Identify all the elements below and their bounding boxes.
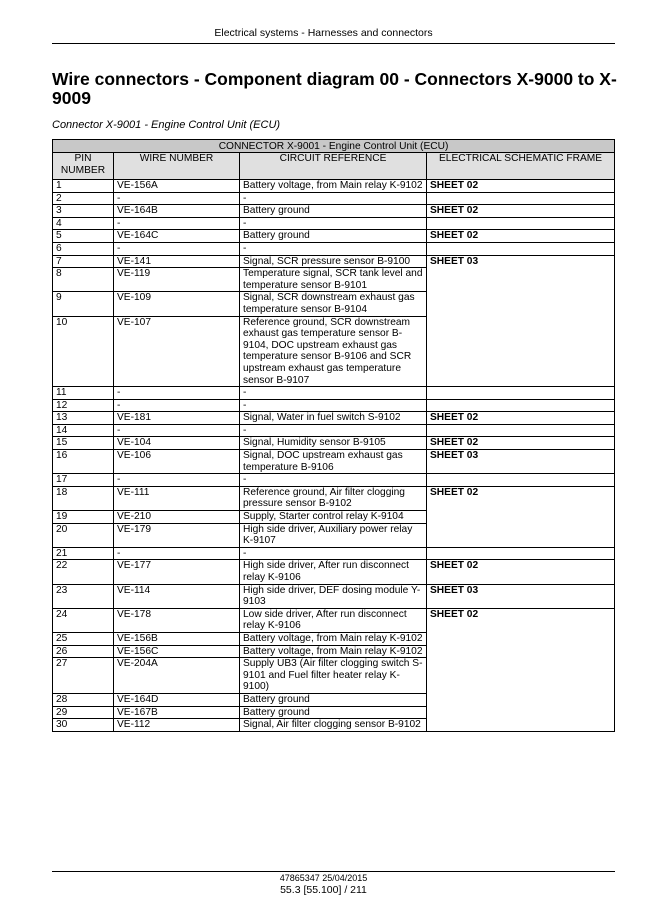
circuit-cell: - [240, 387, 427, 400]
wire-cell: VE-181 [114, 412, 240, 425]
footer-page-number: 55.3 [55.100] / 211 [280, 884, 367, 896]
pin-cell: 9 [53, 292, 114, 316]
sheet-cell [427, 399, 615, 412]
pin-cell: 12 [53, 399, 114, 412]
pin-cell: 17 [53, 474, 114, 487]
pin-cell: 18 [53, 486, 114, 510]
circuit-cell: High side driver, After run disconnect relay K-9106 [240, 560, 427, 584]
table-row [53, 255, 615, 268]
circuit-cell: Reference ground, Air filter clogging pressure sensor B-9102 [240, 486, 427, 510]
pin-cell: 7 [53, 255, 114, 268]
table-caption: CONNECTOR X-9001 - Engine Control Unit (ECU) [53, 140, 615, 153]
table-row [53, 560, 615, 584]
wire-cell: VE-119 [114, 268, 240, 292]
wire-cell: VE-112 [114, 719, 240, 732]
circuit-cell: Signal, Air filter clogging sensor B-9102 [240, 719, 427, 732]
circuit-cell: - [240, 242, 427, 255]
circuit-cell: Supply UB3 (Air filter clogging switch S-9101 and Fuel filter heater relay K-9100) [240, 658, 427, 694]
wire-cell: - [114, 474, 240, 487]
pin-cell: 11 [53, 387, 114, 400]
sheet-cell [427, 242, 615, 255]
footer-doc-id: 47865347 25/04/2015 [279, 873, 368, 883]
wire-cell: VE-156B [114, 632, 240, 645]
sheet-cell [427, 192, 615, 205]
sheet-cell [427, 424, 615, 437]
wire-cell: - [114, 387, 240, 400]
pin-cell: 21 [53, 547, 114, 560]
table-row [53, 387, 615, 400]
table-row [53, 412, 615, 425]
wire-cell: - [114, 424, 240, 437]
wire-cell: - [114, 192, 240, 205]
pin-cell: 2 [53, 192, 114, 205]
pin-cell: 16 [53, 450, 114, 474]
pin-cell: 30 [53, 719, 114, 732]
wire-cell: - [114, 547, 240, 560]
wire-cell: - [114, 399, 240, 412]
circuit-cell: Signal, DOC upstream exhaust gas temperature B-9106 [240, 450, 427, 474]
wire-cell: VE-141 [114, 255, 240, 268]
wire-cell: VE-178 [114, 608, 240, 632]
wire-cell: VE-179 [114, 523, 240, 547]
col-header-circuit: CIRCUIT REFERENCE [240, 153, 427, 180]
pin-cell: 5 [53, 230, 114, 243]
wire-cell: VE-204A [114, 658, 240, 694]
pin-cell: 20 [53, 523, 114, 547]
circuit-cell: - [240, 424, 427, 437]
pin-cell: 29 [53, 706, 114, 719]
sheet-cell [427, 474, 615, 487]
table-row [53, 584, 615, 608]
wire-cell: VE-111 [114, 486, 240, 510]
sheet-cell: SHEET 02 [427, 560, 615, 584]
sheet-cell: SHEET 03 [427, 255, 615, 387]
sheet-cell: SHEET 02 [427, 608, 615, 731]
pin-cell: 13 [53, 412, 114, 425]
sheet-cell [427, 217, 615, 230]
circuit-cell: Signal, Water in fuel switch S-9102 [240, 412, 427, 425]
circuit-cell: High side driver, DEF dosing module Y-9103 [240, 584, 427, 608]
circuit-cell: - [240, 474, 427, 487]
table-row [53, 180, 615, 193]
circuit-cell: Battery voltage, from Main relay K-9102 [240, 645, 427, 658]
sheet-cell: SHEET 03 [427, 450, 615, 474]
wire-cell: VE-164D [114, 693, 240, 706]
circuit-cell: Signal, Humidity sensor B-9105 [240, 437, 427, 450]
table-row [53, 437, 615, 450]
wire-cell: VE-156C [114, 645, 240, 658]
circuit-cell: - [240, 547, 427, 560]
sheet-cell: SHEET 03 [427, 584, 615, 608]
sheet-cell: SHEET 02 [427, 437, 615, 450]
circuit-cell: Battery voltage, from Main relay K-9102 [240, 632, 427, 645]
sheet-cell [427, 387, 615, 400]
sheet-cell: SHEET 02 [427, 230, 615, 243]
table-row [53, 192, 615, 205]
pin-cell: 19 [53, 511, 114, 524]
sheet-cell: SHEET 02 [427, 180, 615, 193]
table-row [53, 217, 615, 230]
circuit-cell: Low side driver, After run disconnect relay K-9106 [240, 608, 427, 632]
table-row [53, 205, 615, 218]
table-row [53, 474, 615, 487]
pin-cell: 4 [53, 217, 114, 230]
table-row [53, 230, 615, 243]
pin-cell: 23 [53, 584, 114, 608]
connector-table [52, 139, 615, 732]
circuit-cell: - [240, 399, 427, 412]
pin-cell: 25 [53, 632, 114, 645]
wire-cell: VE-109 [114, 292, 240, 316]
section-subtitle: Connector X-9001 - Engine Control Unit (ECU) [52, 119, 281, 131]
table-row [53, 450, 615, 474]
wire-cell: VE-107 [114, 316, 240, 387]
sheet-cell: SHEET 02 [427, 205, 615, 218]
circuit-cell: Signal, SCR downstream exhaust gas temperature sensor B-9104 [240, 292, 427, 316]
wire-cell: VE-114 [114, 584, 240, 608]
wire-cell: - [114, 242, 240, 255]
circuit-cell: Battery ground [240, 205, 427, 218]
circuit-cell: - [240, 192, 427, 205]
pin-cell: 15 [53, 437, 114, 450]
wire-cell: VE-106 [114, 450, 240, 474]
col-header-sheet: ELECTRICAL SCHEMATIC FRAME [427, 153, 615, 180]
circuit-cell: Battery voltage, from Main relay K-9102 [240, 180, 427, 193]
page-title: Wire connectors - Component diagram 00 - Connectors X-9000 to X-9009 [52, 69, 617, 108]
wire-cell: VE-210 [114, 511, 240, 524]
wire-cell: VE-164B [114, 205, 240, 218]
circuit-cell: High side driver, Auxiliary power relay K-9107 [240, 523, 427, 547]
pin-cell: 6 [53, 242, 114, 255]
wire-cell: - [114, 217, 240, 230]
circuit-cell: Signal, SCR pressure sensor B-9100 [240, 255, 427, 268]
table-row [53, 399, 615, 412]
pin-cell: 24 [53, 608, 114, 632]
wire-cell: VE-104 [114, 437, 240, 450]
table-row [53, 424, 615, 437]
wire-cell: VE-164C [114, 230, 240, 243]
sheet-cell: SHEET 02 [427, 412, 615, 425]
header-divider [52, 43, 615, 44]
footer-divider [52, 871, 615, 872]
pin-cell: 22 [53, 560, 114, 584]
circuit-cell: Battery ground [240, 693, 427, 706]
pin-cell: 3 [53, 205, 114, 218]
wire-cell: VE-167B [114, 706, 240, 719]
circuit-cell: Supply, Starter control relay K-9104 [240, 511, 427, 524]
table-row [53, 608, 615, 632]
table-row [53, 242, 615, 255]
pin-cell: 26 [53, 645, 114, 658]
circuit-cell: Battery ground [240, 706, 427, 719]
table-row [53, 486, 615, 510]
wire-cell: VE-177 [114, 560, 240, 584]
page-header: Electrical systems - Harnesses and connectors [214, 27, 433, 39]
col-header-pin: PIN NUMBER [53, 153, 114, 180]
pin-cell: 14 [53, 424, 114, 437]
col-header-wire: WIRE NUMBER [114, 153, 240, 180]
circuit-cell: - [240, 217, 427, 230]
sheet-cell: SHEET 02 [427, 486, 615, 547]
circuit-cell: Reference ground, SCR downstream exhaust gas temperature sensor B-9104, DOC upstream exhaust gas temperature sensor B-9106 and SCR upstream exhaust gas temperature sensor B-9107 [240, 316, 427, 387]
pin-cell: 1 [53, 180, 114, 193]
pin-cell: 8 [53, 268, 114, 292]
circuit-cell: Temperature signal, SCR tank level and temperature sensor B-9101 [240, 268, 427, 292]
sheet-cell [427, 547, 615, 560]
table-row [53, 547, 615, 560]
wire-cell: VE-156A [114, 180, 240, 193]
pin-cell: 28 [53, 693, 114, 706]
table-body [53, 180, 615, 732]
pin-cell: 10 [53, 316, 114, 387]
circuit-cell: Battery ground [240, 230, 427, 243]
pin-cell: 27 [53, 658, 114, 694]
